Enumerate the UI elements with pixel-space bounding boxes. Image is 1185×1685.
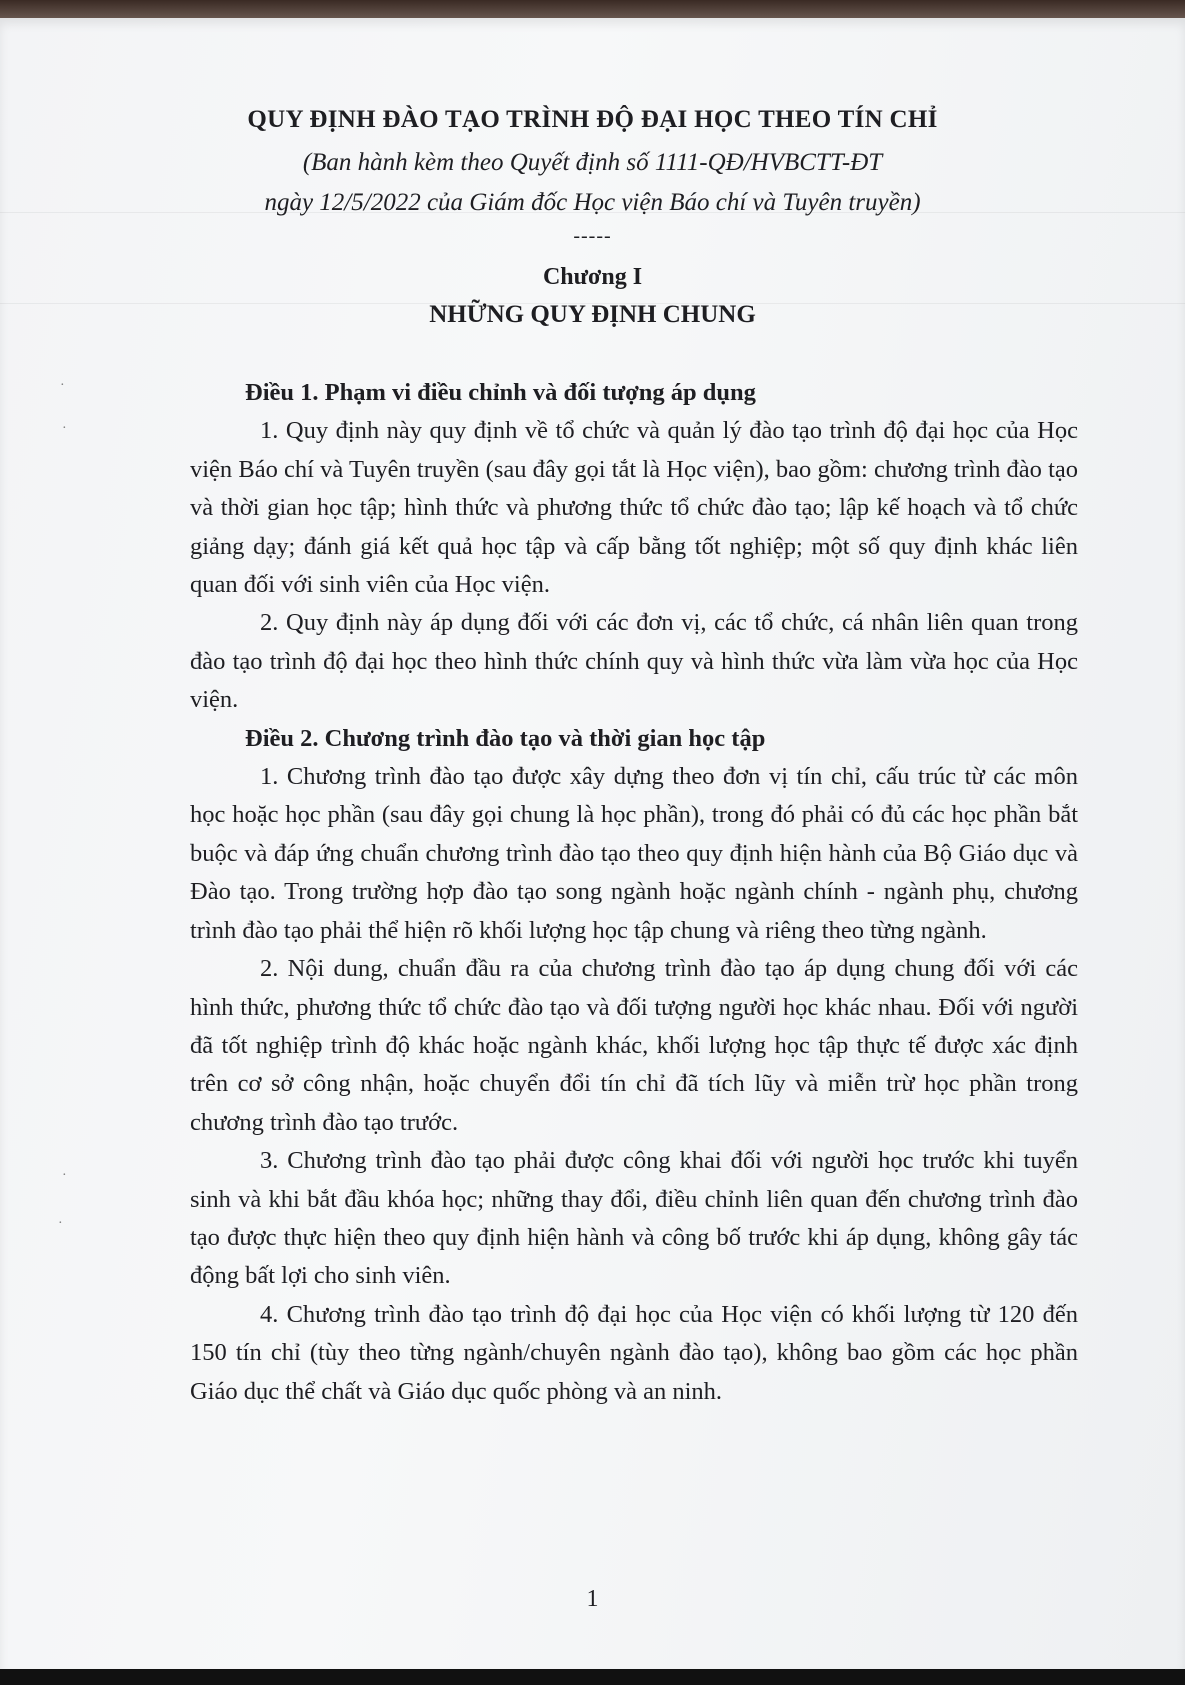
article-2-paragraph-1: 1. Chương trình đào tạo được xây dựng theo đơn vị tín chỉ, cấu trúc từ các môn học hoặc học phần (sau đây gọi chung là học phần), trong đó phải có đủ các học phần bắt buộc và đáp ứng chuẩn chương trình đào tạo theo quy định hiện hành của Bộ Giáo dục và Đào tạo. Trong trường hợp đào tạo song ngành hoặc ngành chính - ngành phụ, chương trình đào tạo phải thể hiện rõ khối lượng học tập chung và riêng theo từng ngành. [190, 763, 1078, 944]
document-page [0, 18, 1185, 1669]
article-2-paragraph-3: 3. Chương trình đào tạo phải được công khai đối với người học trước khi tuyển sinh và khi bắt đầu khóa học; những thay đổi, điều chỉnh liên quan đến chương trình đào tạo được thực hiện theo quy định hiện hành và công bố trước khi áp dụng, không gây tác động bất lợi cho sinh viên. [190, 1147, 1078, 1290]
margin-speck: · [58, 1216, 63, 1231]
document-subtitle-line-1: (Ban hành kèm theo Quyết định số 1111-QĐ/HVBCTT-ĐT [302, 149, 883, 176]
header-separator: ----- [573, 225, 612, 247]
photo-top-edge [0, 0, 1185, 20]
article-2-paragraph-2: 2. Nội dung, chuẩn đầu ra của chương trình đào tạo áp dụng chung đối với các hình thức, phương thức tổ chức đào tạo và đối tượng người học khác nhau. Đối với người đã tốt nghiệp trình độ khác hoặc ngành khác, khối lượng học tập thực tế được xác định trên cơ sở công nhận, hoặc chuyển đổi tín chỉ đã tích lũy và miễn trừ học phần trong chương trình đào tạo trước. [190, 955, 1078, 1136]
document-title: QUY ĐỊNH ĐÀO TẠO TRÌNH ĐỘ ĐẠI HỌC THEO TÍN CHỈ [247, 106, 938, 133]
article-1-paragraph-1: 1. Quy định này quy định về tổ chức và quản lý đào tạo trình độ đại học của Học viện Báo chí và Tuyên truyền (sau đây gọi tắt là Học viện), bao gồm: chương trình đào tạo và thời gian học tập; hình thức và phương thức tổ chức đào tạo; lập kế hoạch và tổ chức giảng dạy; đánh giá kết quả học tập và cấp bằng tốt nghiệp; một số quy định khác liên quan đối với sinh viên của Học viện. [190, 417, 1078, 599]
chapter-title: NHỮNG QUY ĐỊNH CHUNG [429, 301, 756, 328]
photo-bottom-edge [0, 1669, 1185, 1685]
page-number: 1 [586, 1586, 599, 1612]
document-subtitle-line-2: ngày 12/5/2022 của Giám đốc Học viện Báo chí và Tuyên truyền) [264, 189, 921, 216]
article-1-heading: Điều 1. Phạm vi điều chỉnh và đối tượng áp dụng [245, 379, 756, 406]
document-body [190, 374, 1078, 1411]
article-2-paragraph-4: 4. Chương trình đào tạo trình độ đại học của Học viện có khối lượng từ 120 đến 150 tín chỉ (tùy theo từng ngành/chuyên ngành đào tạo), không bao gồm các học phần Giáo dục thể chất và Giáo dục quốc phòng và an ninh. [190, 1300, 1078, 1405]
margin-speck: · [60, 378, 65, 393]
margin-speck: · [62, 1168, 67, 1183]
margin-speck: · [62, 421, 67, 436]
chapter-number: Chương I [542, 264, 643, 290]
article-1-paragraph-2: 2. Quy định này áp dụng đối với các đơn vị, các tổ chức, cá nhân liên quan trong đào tạo trình độ đại học theo hình thức chính quy và hình thức vừa làm vừa học của Học viện. [190, 609, 1078, 714]
article-2-heading: Điều 2. Chương trình đào tạo và thời gian học tập [245, 724, 766, 752]
